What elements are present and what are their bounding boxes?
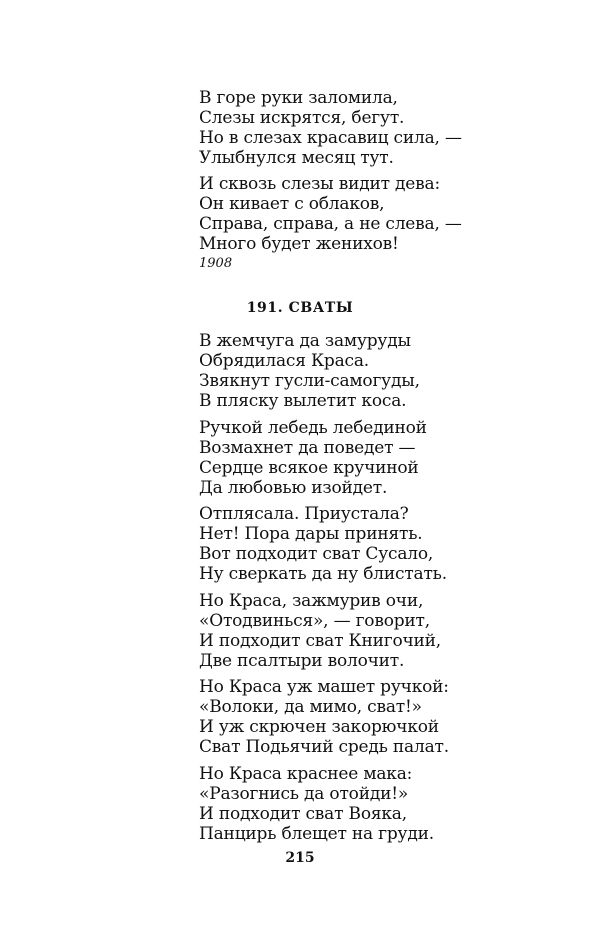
poem-line: «Разогнись да отойди!» — [199, 784, 409, 804]
poem-stanza-6 — [199, 764, 434, 844]
poem-stanza-5 — [199, 677, 449, 757]
poem-line: Но в слезах красавиц сила, — — [199, 128, 462, 148]
page-number: 215 — [285, 850, 315, 866]
poem-stanza-2 — [199, 418, 427, 498]
poem-stanza-4 — [199, 591, 441, 671]
poem-year: 1908 — [199, 256, 233, 271]
poem-line: Сват Подьячий средь палат. — [199, 737, 449, 757]
poem-line: Звякнут гусли-самогуды, — [199, 371, 420, 391]
previous-poem-stanza-1 — [199, 88, 462, 168]
poem-line: Улыбнулся месяц тут. — [199, 148, 394, 168]
poem-line: Нет! Пора дары принять. — [199, 524, 423, 544]
poem-line: В пляску вылетит коса. — [199, 391, 407, 411]
poem-title: 191. СВАТЫ — [246, 300, 354, 316]
poem-line: Много будет женихов! — [199, 234, 399, 254]
poem-line: Обрядилася Краса. — [199, 351, 369, 371]
poem-line: И сквозь слезы видит дева: — [199, 174, 440, 194]
poem-line: Вот подходит сват Сусало, — [199, 544, 434, 564]
previous-poem-stanza-2 — [199, 174, 462, 254]
poem-line: И подходит сват Вояка, — [199, 804, 407, 824]
poem-line: И подходит сват Книгочий, — [199, 631, 441, 651]
poem-line: Сердце всякое кручиной — [199, 458, 419, 478]
poem-line: Ручкой лебедь лебединой — [199, 418, 427, 438]
poem-line: Две псалтыри волочит. — [199, 651, 405, 671]
poem-line: В жемчуга да замуруды — [199, 331, 411, 351]
poem-line: Он кивает с облаков, — [199, 194, 385, 214]
poem-line: Слезы искрятся, бегут. — [199, 108, 405, 128]
poem-stanza-1 — [199, 331, 420, 411]
poem-stanza-3 — [199, 504, 447, 584]
poem-line: Но Краса краснее мака: — [199, 764, 413, 784]
poem-line: Панцирь блещет на груди. — [199, 824, 434, 844]
poem-line: Да любовью изойдет. — [199, 478, 388, 498]
poem-line: И уж скрючен закорючкой — [199, 717, 439, 737]
poem-line: Возмахнет да поведет — — [199, 438, 416, 458]
poem-line: В горе руки заломила, — [199, 88, 398, 108]
poem-line: Ну сверкать да ну блистать. — [199, 564, 447, 584]
poem-line: «Отодвинься», — говорит, — [199, 611, 430, 631]
poem-line: «Волоки, да мимо, сват!» — [199, 697, 422, 717]
poem-line: Справа, справа, а не слева, — — [199, 214, 462, 234]
poem-line: Но Краса, зажмурив очи, — [199, 591, 424, 611]
poem-line: Но Краса уж машет ручкой: — [199, 677, 449, 697]
poem-line: Отплясала. Приустала? — [199, 504, 409, 524]
